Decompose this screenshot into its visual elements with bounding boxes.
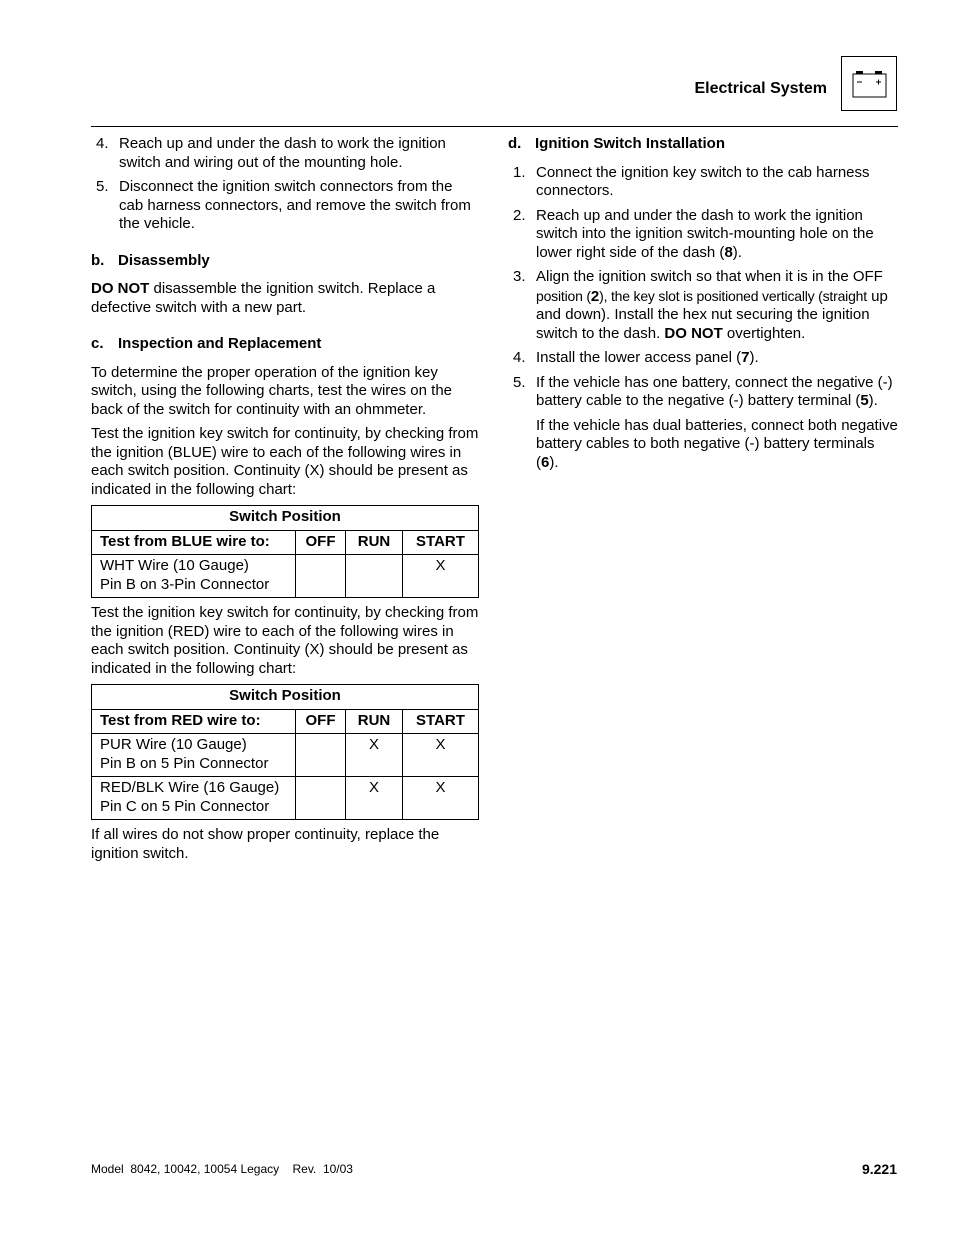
section-title: Electrical System bbox=[694, 80, 827, 97]
left-column bbox=[91, 135, 479, 869]
list-item: 5. If the vehicle has one battery, connect the negative (-) battery cable to the negative (-) battery terminal (5). bbox=[513, 373, 893, 409]
column-header: OFF bbox=[296, 530, 346, 555]
column-header: START bbox=[403, 709, 479, 734]
list-item: 4. Install the lower access panel (7). bbox=[513, 349, 759, 366]
list-item: 1. Connect the ignition key switch to the cab harness connectors. bbox=[513, 163, 870, 199]
table-caption: Switch Position bbox=[92, 685, 479, 710]
right-column bbox=[508, 135, 898, 478]
column-header: RUN bbox=[346, 709, 403, 734]
column-header: Test from RED wire to: bbox=[92, 709, 296, 734]
inspection-paragraph-4: If all wires do not show proper continuity, replace the ignition switch. bbox=[91, 826, 440, 862]
list-item: 3. Align the ignition switch so that when it is in the OFF position (2), the key slot is positioned vertically (straight up and down). Install the hex nut securing the ignition switch to the dash. DO NOT overtighten. bbox=[513, 268, 888, 342]
subheading-installation: d. Ignition Switch Installation bbox=[508, 135, 725, 152]
continuity-table-blue bbox=[91, 505, 479, 598]
battery-icon bbox=[841, 56, 897, 111]
column-header: RUN bbox=[346, 530, 403, 555]
table-row: RED/BLK Wire (16 Gauge) Pin C on 5 Pin Connector X X bbox=[92, 777, 479, 820]
table-row: PUR Wire (10 Gauge) Pin B on 5 Pin Connector X X bbox=[92, 734, 479, 777]
item-text: Reach up and under the dash to work the ignition switch and wiring out of the mounting hole. bbox=[119, 135, 446, 171]
inspection-paragraph-2: Test the ignition key switch for continuity, by checking from the ignition (BLUE) wire to each of the following wires in each switch position. Continuity (X) should be present as indicated in the following chart: bbox=[91, 425, 479, 498]
inspection-paragraph-1: To determine the proper operation of the ignition key switch, using the following charts, test the wires on the back of the switch for continuity with an ohmmeter. bbox=[91, 363, 453, 418]
column-header: Test from BLUE wire to: bbox=[92, 530, 296, 555]
subheading-disassembly: b. Disassembly bbox=[91, 251, 210, 269]
list-item bbox=[91, 178, 479, 234]
list-item bbox=[91, 135, 479, 172]
footer-model: Model 8042, 10042, 10054 Legacy Rev. 10/03 bbox=[91, 1162, 353, 1176]
continuity-table-red bbox=[91, 684, 479, 820]
item-text: Disconnect the ignition switch connectors from the cab harness connectors, and remove the switch from the vehicle. bbox=[119, 178, 471, 232]
list-item: 2. Reach up and under the dash to work the ignition switch into the ignition switch-mounting hole on the lower right side of the dash (8). bbox=[513, 206, 874, 261]
subheading-inspection: c. Inspection and Replacement bbox=[91, 335, 322, 352]
table-caption: Switch Position bbox=[92, 506, 479, 531]
column-header: OFF bbox=[296, 709, 346, 734]
item-number: 4. bbox=[96, 135, 109, 152]
table-row: WHT Wire (10 Gauge) Pin B on 3-Pin Connector X bbox=[92, 555, 479, 598]
item-number: 5. bbox=[96, 178, 109, 195]
disassembly-paragraph: DO NOT disassemble the ignition switch. Replace a defective switch with a new part. bbox=[91, 280, 436, 316]
column-header: START bbox=[403, 530, 479, 555]
dual-battery-paragraph: If the vehicle has dual batteries, connect both negative battery cables to both negative (-) battery terminals (6). bbox=[536, 416, 898, 471]
page-number: 9.221 bbox=[861, 1161, 897, 1177]
header-divider bbox=[91, 126, 898, 127]
inspection-paragraph-3: Test the ignition key switch for continuity, by checking from the ignition (RED) wire to each of the following wires in each switch position. Continuity (X) should be present as indicated in the following chart: bbox=[91, 604, 479, 677]
